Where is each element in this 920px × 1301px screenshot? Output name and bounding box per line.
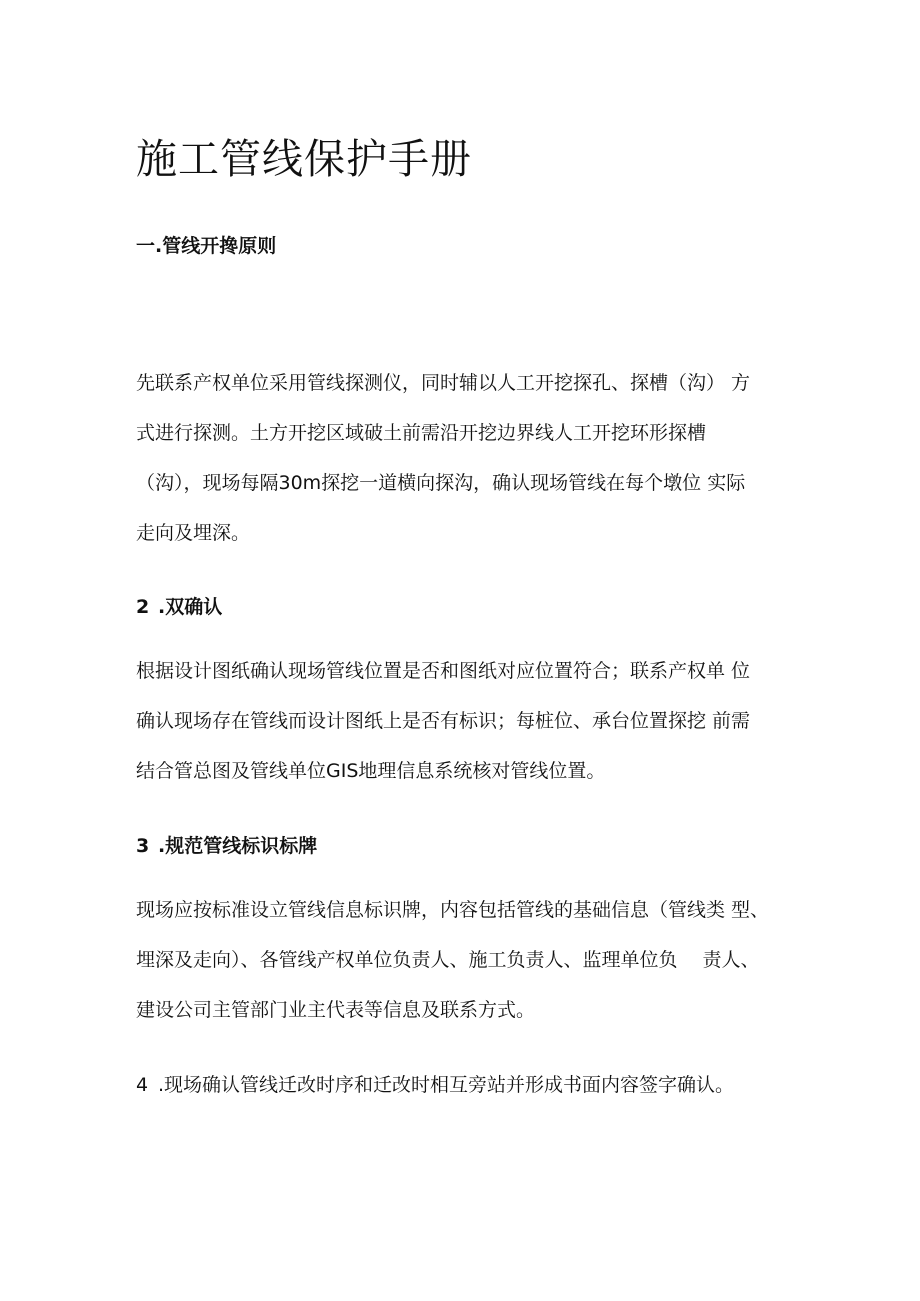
- section-4-text: .现场确认管线迁改时序和迁改时相互旁站并形成书面内容签字确认。: [158, 1074, 735, 1096]
- section-number: 2: [136, 596, 150, 618]
- paragraph-line: 现场应按标准设立管线信息标识牌，内容包括管线的基础信息（管线类 型、: [136, 899, 770, 921]
- section-title: .双确认: [158, 596, 223, 618]
- paragraph-line: 结合管总图及管线单位GIS地理信息系统核对管线位置。: [136, 760, 606, 782]
- section-1-paragraph: [136, 368, 796, 568]
- section-title: .规范管线标识标牌: [158, 835, 318, 857]
- section-4-line: [136, 1070, 796, 1120]
- section-3-heading: [136, 831, 317, 858]
- paragraph-line: 根据设计图纸确认现场管线位置是否和图纸对应位置符合；联系产权单 位: [136, 660, 751, 682]
- paragraph-line: 埋深及走向）、各管线产权单位负责人、施工负责人、监理单位负 责人、: [136, 949, 760, 971]
- section-3-paragraph: [136, 895, 796, 1045]
- section-number: 3: [136, 835, 150, 857]
- section-number: 4: [136, 1074, 149, 1096]
- document-title: 施工管线保护手册: [136, 135, 472, 183]
- section-2-heading: [136, 592, 222, 619]
- section-4-paragraph: [136, 1070, 796, 1120]
- section-1-heading: 一.管线开搀原则: [136, 235, 277, 257]
- paragraph-line: 建设公司主管部门业主代表等信息及联系方式。: [136, 999, 536, 1021]
- paragraph-line: 先联系产权单位采用管线探测仪，同时辅以人工开挖探孔、探槽（沟） 方: [136, 372, 751, 394]
- paragraph-line: 式进行探测。土方开挖区域破土前需沿开挖边界线人工开挖环形探槽: [136, 422, 707, 444]
- paragraph-line: 确认现场存在管线而设计图纸上是否有标识；每桩位、承台位置探挖 前需: [136, 710, 751, 732]
- paragraph-line: 走向及埋深。: [136, 522, 251, 544]
- section-2-paragraph: [136, 656, 796, 806]
- paragraph-line: （沟），现场每隔30m探挖一道横向探沟，确认现场管线在每个墩位 实际: [136, 472, 746, 494]
